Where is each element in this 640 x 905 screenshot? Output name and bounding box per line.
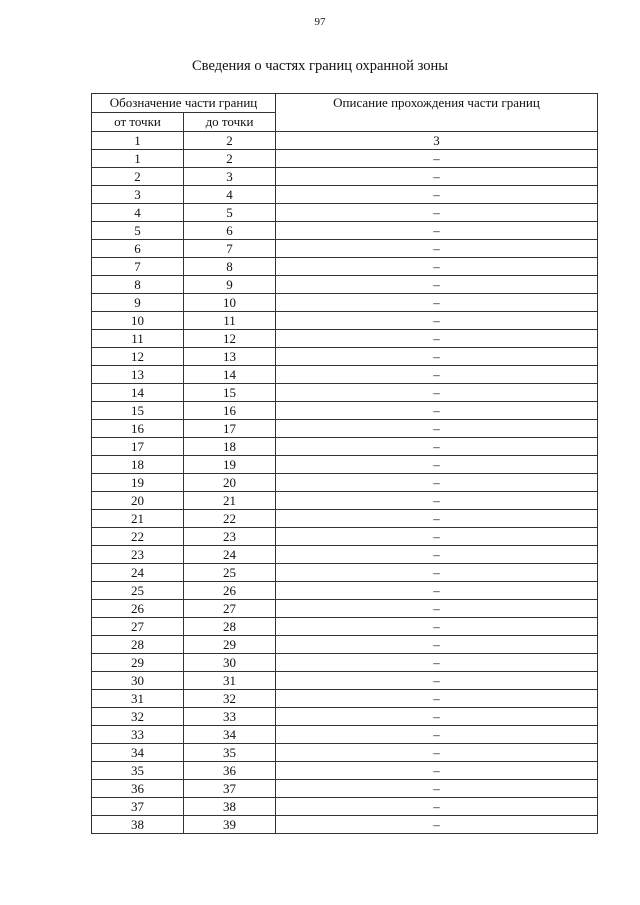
description-cell: –	[276, 258, 598, 276]
from-point-cell: 26	[92, 600, 184, 618]
description-cell: –	[276, 564, 598, 582]
page-number: 97	[314, 16, 326, 28]
description-cell: –	[276, 186, 598, 204]
to-point-cell: 3	[184, 168, 276, 186]
header-boundary-description: Описание прохождения части границ	[276, 94, 598, 132]
from-point-cell: 20	[92, 492, 184, 510]
table-row	[92, 366, 598, 384]
to-point-cell: 21	[184, 492, 276, 510]
to-point-cell: 33	[184, 708, 276, 726]
to-point-cell: 35	[184, 744, 276, 762]
to-point-cell: 37	[184, 780, 276, 798]
table-row	[92, 528, 598, 546]
description-cell: –	[276, 312, 598, 330]
table-row	[92, 294, 598, 312]
description-cell: –	[276, 510, 598, 528]
to-point-cell: 2	[184, 150, 276, 168]
to-point-cell: 31	[184, 672, 276, 690]
description-cell: –	[276, 222, 598, 240]
description-cell: –	[276, 438, 598, 456]
from-point-cell: 27	[92, 618, 184, 636]
from-point-cell: 24	[92, 564, 184, 582]
to-point-cell: 26	[184, 582, 276, 600]
table-row	[92, 546, 598, 564]
table-row	[92, 564, 598, 582]
table-row	[92, 816, 598, 834]
to-point-cell: 8	[184, 258, 276, 276]
from-point-cell: 14	[92, 384, 184, 402]
description-cell: –	[276, 636, 598, 654]
to-point-cell: 22	[184, 510, 276, 528]
from-point-cell: 22	[92, 528, 184, 546]
from-point-cell: 23	[92, 546, 184, 564]
to-point-cell: 28	[184, 618, 276, 636]
to-point-cell: 25	[184, 564, 276, 582]
from-point-cell: 36	[92, 780, 184, 798]
description-cell: –	[276, 150, 598, 168]
description-cell: –	[276, 654, 598, 672]
table-row	[92, 492, 598, 510]
to-point-cell: 6	[184, 222, 276, 240]
table-row	[92, 636, 598, 654]
from-point-cell: 5	[92, 222, 184, 240]
from-point-cell: 28	[92, 636, 184, 654]
table-row	[92, 510, 598, 528]
description-cell: –	[276, 474, 598, 492]
description-cell: –	[276, 294, 598, 312]
from-point-cell: 25	[92, 582, 184, 600]
description-cell: –	[276, 420, 598, 438]
description-cell: –	[276, 204, 598, 222]
to-point-cell: 19	[184, 456, 276, 474]
description-cell: –	[276, 762, 598, 780]
table-row	[92, 222, 598, 240]
description-cell: –	[276, 618, 598, 636]
to-point-cell: 18	[184, 438, 276, 456]
table-row	[92, 168, 598, 186]
description-cell: –	[276, 690, 598, 708]
description-cell: –	[276, 240, 598, 258]
header-from-point: от точки	[92, 113, 184, 132]
description-cell: –	[276, 708, 598, 726]
description-cell: –	[276, 726, 598, 744]
header-to-point: до точки	[184, 113, 276, 132]
description-cell: –	[276, 546, 598, 564]
from-point-cell: 21	[92, 510, 184, 528]
to-point-cell: 11	[184, 312, 276, 330]
table-row	[92, 420, 598, 438]
to-point-cell: 14	[184, 366, 276, 384]
to-point-cell: 36	[184, 762, 276, 780]
description-cell: –	[276, 798, 598, 816]
table-row	[92, 762, 598, 780]
to-point-cell: 16	[184, 402, 276, 420]
from-point-cell: 10	[92, 312, 184, 330]
table-header	[92, 94, 598, 150]
description-cell: –	[276, 744, 598, 762]
from-point-cell: 17	[92, 438, 184, 456]
to-point-cell: 32	[184, 690, 276, 708]
header-boundary-part-designation: Обозначение части границ	[92, 94, 276, 113]
column-number-row	[92, 132, 598, 150]
to-point-cell: 10	[184, 294, 276, 312]
table-row	[92, 186, 598, 204]
from-point-cell: 4	[92, 204, 184, 222]
description-cell: –	[276, 330, 598, 348]
from-point-cell: 8	[92, 276, 184, 294]
from-point-cell: 11	[92, 330, 184, 348]
table-row	[92, 654, 598, 672]
table-row	[92, 690, 598, 708]
from-point-cell: 31	[92, 690, 184, 708]
table-row	[92, 474, 598, 492]
table-row	[92, 258, 598, 276]
from-point-cell: 38	[92, 816, 184, 834]
to-point-cell: 38	[184, 798, 276, 816]
from-point-cell: 9	[92, 294, 184, 312]
column-number: 1	[92, 132, 184, 150]
table-row	[92, 582, 598, 600]
from-point-cell: 35	[92, 762, 184, 780]
to-point-cell: 34	[184, 726, 276, 744]
to-point-cell: 30	[184, 654, 276, 672]
description-cell: –	[276, 492, 598, 510]
to-point-cell: 9	[184, 276, 276, 294]
to-point-cell: 27	[184, 600, 276, 618]
from-point-cell: 37	[92, 798, 184, 816]
from-point-cell: 29	[92, 654, 184, 672]
to-point-cell: 39	[184, 816, 276, 834]
to-point-cell: 12	[184, 330, 276, 348]
table-row	[92, 708, 598, 726]
table-row	[92, 600, 598, 618]
from-point-cell: 15	[92, 402, 184, 420]
description-cell: –	[276, 780, 598, 798]
to-point-cell: 17	[184, 420, 276, 438]
description-cell: –	[276, 384, 598, 402]
document-title: Сведения о частях границ охранной зоны	[192, 58, 448, 74]
from-point-cell: 13	[92, 366, 184, 384]
to-point-cell: 15	[184, 384, 276, 402]
to-point-cell: 4	[184, 186, 276, 204]
description-cell: –	[276, 276, 598, 294]
table-row	[92, 384, 598, 402]
description-cell: –	[276, 168, 598, 186]
boundary-parts-table	[91, 93, 598, 834]
table-row	[92, 150, 598, 168]
table-row	[92, 276, 598, 294]
table-row	[92, 330, 598, 348]
to-point-cell: 24	[184, 546, 276, 564]
from-point-cell: 30	[92, 672, 184, 690]
table-row	[92, 402, 598, 420]
from-point-cell: 12	[92, 348, 184, 366]
description-cell: –	[276, 582, 598, 600]
from-point-cell: 18	[92, 456, 184, 474]
description-cell: –	[276, 402, 598, 420]
table-row	[92, 780, 598, 798]
to-point-cell: 5	[184, 204, 276, 222]
table-row	[92, 240, 598, 258]
from-point-cell: 3	[92, 186, 184, 204]
table-row	[92, 456, 598, 474]
description-cell: –	[276, 456, 598, 474]
from-point-cell: 32	[92, 708, 184, 726]
description-cell: –	[276, 600, 598, 618]
table-row	[92, 618, 598, 636]
table-row	[92, 438, 598, 456]
to-point-cell: 20	[184, 474, 276, 492]
table-row	[92, 672, 598, 690]
table-row	[92, 312, 598, 330]
description-cell: –	[276, 672, 598, 690]
description-cell: –	[276, 348, 598, 366]
to-point-cell: 23	[184, 528, 276, 546]
table-row	[92, 348, 598, 366]
table-row	[92, 726, 598, 744]
to-point-cell: 29	[184, 636, 276, 654]
from-point-cell: 33	[92, 726, 184, 744]
table-row	[92, 204, 598, 222]
table-body	[92, 150, 598, 834]
description-cell: –	[276, 816, 598, 834]
table-row	[92, 798, 598, 816]
from-point-cell: 34	[92, 744, 184, 762]
to-point-cell: 13	[184, 348, 276, 366]
from-point-cell: 1	[92, 150, 184, 168]
from-point-cell: 16	[92, 420, 184, 438]
from-point-cell: 6	[92, 240, 184, 258]
table-row	[92, 744, 598, 762]
from-point-cell: 19	[92, 474, 184, 492]
column-number: 3	[276, 132, 598, 150]
from-point-cell: 7	[92, 258, 184, 276]
to-point-cell: 7	[184, 240, 276, 258]
description-cell: –	[276, 528, 598, 546]
column-number: 2	[184, 132, 276, 150]
description-cell: –	[276, 366, 598, 384]
from-point-cell: 2	[92, 168, 184, 186]
